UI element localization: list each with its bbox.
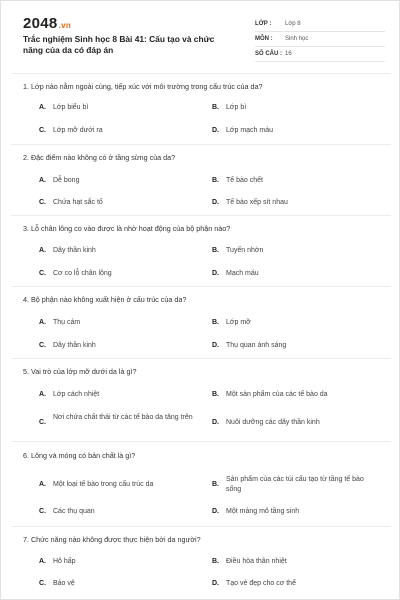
- option-text: Tuyến nhờn: [226, 247, 264, 254]
- divider: [11, 144, 391, 145]
- page-title: Trắc nghiệm Sinh học 8 Bài 41: Cấu tạo và chức năng của da có đáp án: [23, 34, 215, 55]
- option-text: Tế bào xếp sít nhau: [226, 199, 288, 206]
- option-text: Chứa hạt sắc tố: [53, 199, 103, 206]
- option-letter: A.: [39, 391, 46, 398]
- option-text: Nuôi dưỡng các dây thần kinh: [226, 419, 320, 426]
- option-letter: A.: [39, 104, 46, 111]
- option-letter: D.: [212, 199, 219, 206]
- option-text: Cơ co lỗ chân lông: [53, 270, 112, 277]
- option-text: Bảo vệ: [53, 580, 75, 587]
- option-text: Một loại tế bào trong cấu trúc da: [53, 481, 154, 488]
- option-letter: D.: [212, 270, 219, 277]
- divider: [11, 73, 391, 74]
- option-text: Tế bào chết: [226, 177, 263, 184]
- question-text: 6. Lông và móng có bản chất là gì?: [23, 451, 136, 460]
- divider: [11, 441, 391, 442]
- meta-row-count: [255, 47, 385, 62]
- option-letter: C.: [39, 342, 46, 349]
- option-letter: C.: [39, 270, 46, 277]
- option-letter: D.: [212, 508, 219, 515]
- option-text: Lớp mỡ: [226, 319, 251, 326]
- divider: [11, 215, 391, 216]
- option-letter: D.: [212, 127, 219, 134]
- option-letter: B.: [212, 177, 219, 184]
- question-text: 1. Lớp nào nằm ngoài cùng, tiếp xúc với môi trường trong cấu trúc của da?: [23, 82, 263, 91]
- option-text: Tạo vẻ đẹp cho cơ thể: [226, 580, 296, 587]
- option-letter: A.: [39, 558, 46, 565]
- option-letter: B.: [212, 481, 219, 488]
- divider: [11, 358, 391, 359]
- meta-value: 16: [285, 51, 292, 57]
- option-letter: B.: [212, 391, 219, 398]
- option-text: Một mảng mô tầng sinh: [226, 508, 300, 515]
- question-text: 2. Đặc điểm nào không có ở tầng sừng của da?: [23, 153, 176, 162]
- meta-key: LỚP :: [255, 21, 272, 27]
- header: [1, 1, 400, 69]
- option-text: Dây thần kinh: [53, 342, 96, 349]
- question-text: 5. Vai trò của lớp mỡ dưới da là gì?: [23, 367, 137, 376]
- option-text: Lớp biểu bì: [53, 104, 89, 111]
- option-letter: C.: [39, 127, 46, 134]
- site-logo[interactable]: [23, 15, 71, 32]
- meta-row-class: [255, 17, 385, 32]
- question-text: 4. Bộ phận nào không xuất hiện ở cấu trúc của da?: [23, 295, 187, 304]
- option-text: Lớp mỡ dưới ra: [53, 127, 103, 134]
- option-letter: B.: [212, 558, 219, 565]
- divider: [11, 526, 391, 527]
- meta-value[interactable]: Sinh học: [285, 36, 309, 42]
- question-text: 3. Lỗ chân lông co vào được là nhờ hoạt động của bộ phận nào?: [23, 224, 231, 233]
- meta-row-subject: [255, 32, 385, 47]
- option-text: Dễ bong: [53, 177, 80, 184]
- option-letter: A.: [39, 319, 46, 326]
- option-text: Mạch máu: [226, 270, 259, 277]
- option-text: Điều hòa thân nhiệt: [226, 558, 287, 565]
- option-text: Dây thần kinh: [53, 247, 96, 254]
- option-letter: B.: [212, 104, 219, 111]
- option-letter: D.: [212, 342, 219, 349]
- divider: [11, 286, 391, 287]
- option-text: Thụ cảm: [53, 319, 81, 326]
- option-text: Nơi chứa chất thải từ các tế bào da tăng trên: [53, 414, 193, 421]
- option-letter: A.: [39, 177, 46, 184]
- option-letter: A.: [39, 481, 46, 488]
- option-text: Các thụ quan: [53, 508, 95, 515]
- meta-key: MÔN :: [255, 36, 273, 42]
- option-letter: D.: [212, 580, 219, 587]
- meta-table: [255, 17, 385, 62]
- option-letter: D.: [212, 419, 219, 426]
- option-text: Hô hấp: [53, 558, 76, 565]
- option-letter: C.: [39, 199, 46, 206]
- option-letter: B.: [212, 319, 219, 326]
- question-text: 7. Chức năng nào không được thực hiện bởi da người?: [23, 535, 201, 544]
- meta-key: SỐ CÂU :: [255, 51, 282, 57]
- option-letter: B.: [212, 247, 219, 254]
- option-letter: A.: [39, 247, 46, 254]
- option-text: Lớp bì: [226, 104, 247, 111]
- logo-domain: .vn: [58, 21, 72, 30]
- meta-value[interactable]: Lớp 8: [285, 21, 301, 27]
- option-text: Một sản phẩm của các tế bào da: [226, 391, 328, 398]
- option-text: Thụ quan ánh sáng: [226, 342, 287, 349]
- option-letter: C.: [39, 419, 46, 426]
- option-text: Sản phẩm của các túi cấu tạo từ tầng tế bào sống: [226, 476, 364, 493]
- option-text: Lớp mạch máu: [226, 127, 274, 134]
- logo-main: 2048: [23, 15, 58, 32]
- option-letter: C.: [39, 508, 46, 515]
- option-letter: C.: [39, 580, 46, 587]
- option-text: Lớp cách nhiệt: [53, 391, 100, 398]
